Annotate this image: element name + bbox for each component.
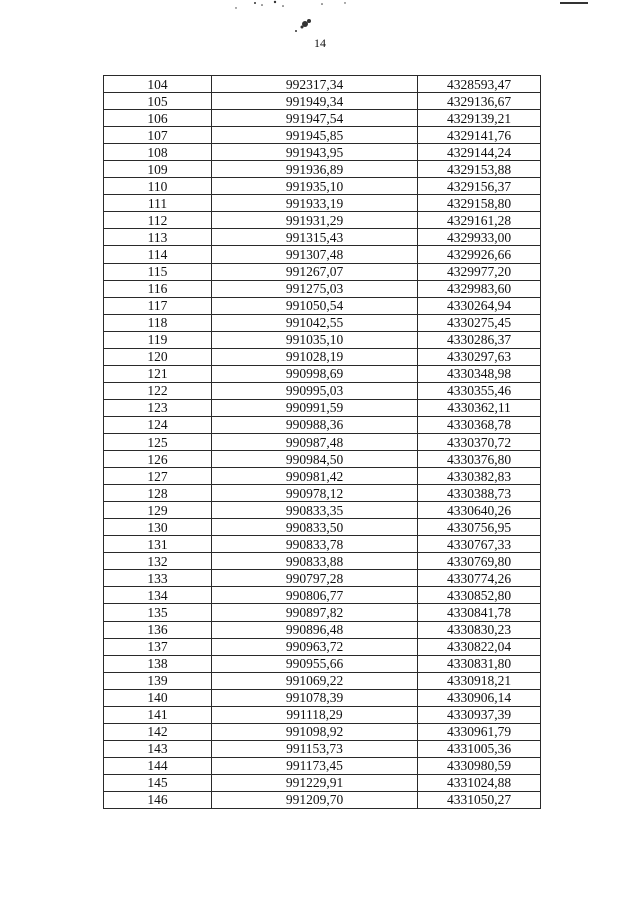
y-coordinate-cell: 4330852,80 [418,587,541,604]
table-row [104,365,541,382]
point-number-cell: 128 [104,485,212,502]
x-coordinate-cell: 991118,29 [212,706,418,723]
y-coordinate-cell: 4329161,28 [418,212,541,229]
point-number-cell: 114 [104,246,212,263]
point-number-cell: 144 [104,757,212,774]
y-coordinate-cell: 4330831,80 [418,655,541,672]
x-coordinate-cell: 990991,59 [212,399,418,416]
x-coordinate-cell: 991943,95 [212,144,418,161]
table-row [104,297,541,314]
y-coordinate-cell: 4330264,94 [418,297,541,314]
point-number-cell: 117 [104,297,212,314]
x-coordinate-cell: 991098,92 [212,723,418,740]
y-coordinate-cell: 4330348,98 [418,365,541,382]
x-coordinate-cell: 990897,82 [212,604,418,621]
x-coordinate-cell: 991931,29 [212,212,418,229]
y-coordinate-cell: 4329136,67 [418,93,541,110]
table-row [104,314,541,331]
y-coordinate-cell: 4330275,45 [418,314,541,331]
point-number-cell: 133 [104,570,212,587]
x-coordinate-cell: 990963,72 [212,638,418,655]
table-row [104,229,541,246]
table-row [104,621,541,638]
y-coordinate-cell: 4329983,60 [418,280,541,297]
y-coordinate-cell: 4331005,36 [418,740,541,757]
point-number-cell: 118 [104,314,212,331]
x-coordinate-cell: 990998,69 [212,365,418,382]
table-row [104,587,541,604]
table-row [104,178,541,195]
point-number-cell: 136 [104,621,212,638]
y-coordinate-cell: 4330774,26 [418,570,541,587]
x-coordinate-cell: 991069,22 [212,672,418,689]
y-coordinate-cell: 4330980,59 [418,757,541,774]
y-coordinate-cell: 4330822,04 [418,638,541,655]
table-row [104,774,541,791]
y-coordinate-cell: 4330756,95 [418,519,541,536]
table-row [104,451,541,468]
table-row [104,348,541,365]
table-row [104,570,541,587]
point-number-cell: 122 [104,382,212,399]
x-coordinate-cell: 990984,50 [212,451,418,468]
x-coordinate-cell: 991949,34 [212,93,418,110]
y-coordinate-cell: 4330297,63 [418,348,541,365]
table-row [104,246,541,263]
table-row [104,485,541,502]
x-coordinate-cell: 990833,78 [212,536,418,553]
x-coordinate-cell: 991945,85 [212,127,418,144]
point-number-cell: 110 [104,178,212,195]
table-row [104,706,541,723]
x-coordinate-cell: 991209,70 [212,791,418,808]
x-coordinate-cell: 991275,03 [212,280,418,297]
table-row [104,382,541,399]
point-number-cell: 134 [104,587,212,604]
table-row [104,757,541,774]
x-coordinate-cell: 991042,55 [212,314,418,331]
y-coordinate-cell: 4330767,33 [418,536,541,553]
point-number-cell: 129 [104,502,212,519]
point-number-cell: 111 [104,195,212,212]
y-coordinate-cell: 4330769,80 [418,553,541,570]
y-coordinate-cell: 4330918,21 [418,672,541,689]
y-coordinate-cell: 4330841,78 [418,604,541,621]
y-coordinate-cell: 4329933,00 [418,229,541,246]
point-number-cell: 107 [104,127,212,144]
point-number-cell: 130 [104,519,212,536]
x-coordinate-cell: 991050,54 [212,297,418,314]
x-coordinate-cell: 991307,48 [212,246,418,263]
point-number-cell: 124 [104,416,212,433]
coordinates-table [103,75,541,809]
y-coordinate-cell: 4330937,39 [418,706,541,723]
table-row [104,655,541,672]
table-row [104,689,541,706]
page-number: 14 [314,36,326,50]
x-coordinate-cell: 991935,10 [212,178,418,195]
y-coordinate-cell: 4329156,37 [418,178,541,195]
point-number-cell: 126 [104,451,212,468]
table-row [104,263,541,280]
table-row [104,519,541,536]
y-coordinate-cell: 4331024,88 [418,774,541,791]
y-coordinate-cell: 4329158,80 [418,195,541,212]
table-row [104,723,541,740]
table-row [104,144,541,161]
table-row [104,638,541,655]
point-number-cell: 109 [104,161,212,178]
y-coordinate-cell: 4329144,24 [418,144,541,161]
point-number-cell: 138 [104,655,212,672]
x-coordinate-cell: 990978,12 [212,485,418,502]
point-number-cell: 139 [104,672,212,689]
x-coordinate-cell: 990833,35 [212,502,418,519]
point-number-cell: 145 [104,774,212,791]
x-coordinate-cell: 990806,77 [212,587,418,604]
table-row [104,212,541,229]
table-row [104,740,541,757]
x-coordinate-cell: 990981,42 [212,468,418,485]
point-number-cell: 135 [104,604,212,621]
y-coordinate-cell: 4328593,47 [418,76,541,93]
y-coordinate-cell: 4330368,78 [418,416,541,433]
y-coordinate-cell: 4330640,26 [418,502,541,519]
point-number-cell: 119 [104,331,212,348]
x-coordinate-cell: 990987,48 [212,433,418,450]
table-row [104,536,541,553]
table-row [104,399,541,416]
point-number-cell: 125 [104,433,212,450]
y-coordinate-cell: 4330355,46 [418,382,541,399]
x-coordinate-cell: 991173,45 [212,757,418,774]
x-coordinate-cell: 991028,19 [212,348,418,365]
scan-noise [0,0,640,40]
table-row [104,604,541,621]
y-coordinate-cell: 4330370,72 [418,433,541,450]
point-number-cell: 131 [104,536,212,553]
x-coordinate-cell: 990955,66 [212,655,418,672]
x-coordinate-cell: 990797,28 [212,570,418,587]
y-coordinate-cell: 4330362,11 [418,399,541,416]
point-number-cell: 104 [104,76,212,93]
y-coordinate-cell: 4331050,27 [418,791,541,808]
y-coordinate-cell: 4330830,23 [418,621,541,638]
point-number-cell: 142 [104,723,212,740]
x-coordinate-cell: 990995,03 [212,382,418,399]
y-coordinate-cell: 4329926,66 [418,246,541,263]
table-row [104,468,541,485]
point-number-cell: 127 [104,468,212,485]
table-row [104,791,541,808]
y-coordinate-cell: 4330382,83 [418,468,541,485]
x-coordinate-cell: 991078,39 [212,689,418,706]
x-coordinate-cell: 991035,10 [212,331,418,348]
x-coordinate-cell: 990833,50 [212,519,418,536]
y-coordinate-cell: 4330906,14 [418,689,541,706]
point-number-cell: 108 [104,144,212,161]
table-row [104,127,541,144]
point-number-cell: 137 [104,638,212,655]
x-coordinate-cell: 991267,07 [212,263,418,280]
point-number-cell: 116 [104,280,212,297]
table-row [104,672,541,689]
y-coordinate-cell: 4329141,76 [418,127,541,144]
x-coordinate-cell: 991936,89 [212,161,418,178]
point-number-cell: 105 [104,93,212,110]
point-number-cell: 112 [104,212,212,229]
x-coordinate-cell: 991315,43 [212,229,418,246]
point-number-cell: 120 [104,348,212,365]
point-number-cell: 143 [104,740,212,757]
x-coordinate-cell: 992317,34 [212,76,418,93]
point-number-cell: 141 [104,706,212,723]
point-number-cell: 146 [104,791,212,808]
table-row [104,502,541,519]
table-row [104,331,541,348]
table-row [104,553,541,570]
y-coordinate-cell: 4330286,37 [418,331,541,348]
table-row [104,93,541,110]
point-number-cell: 106 [104,110,212,127]
y-coordinate-cell: 4330376,80 [418,451,541,468]
x-coordinate-cell: 990988,36 [212,416,418,433]
y-coordinate-cell: 4329139,21 [418,110,541,127]
x-coordinate-cell: 991933,19 [212,195,418,212]
x-coordinate-cell: 991153,73 [212,740,418,757]
point-number-cell: 113 [104,229,212,246]
x-coordinate-cell: 991229,91 [212,774,418,791]
point-number-cell: 140 [104,689,212,706]
table-row [104,433,541,450]
table-row [104,280,541,297]
y-coordinate-cell: 4330961,79 [418,723,541,740]
x-coordinate-cell: 990896,48 [212,621,418,638]
point-number-cell: 121 [104,365,212,382]
point-number-cell: 132 [104,553,212,570]
x-coordinate-cell: 991947,54 [212,110,418,127]
y-coordinate-cell: 4329977,20 [418,263,541,280]
point-number-cell: 115 [104,263,212,280]
table-row [104,161,541,178]
point-number-cell: 123 [104,399,212,416]
table-row [104,110,541,127]
coordinates-table-body [104,76,541,809]
y-coordinate-cell: 4329153,88 [418,161,541,178]
table-row [104,195,541,212]
table-row [104,416,541,433]
y-coordinate-cell: 4330388,73 [418,485,541,502]
x-coordinate-cell: 990833,88 [212,553,418,570]
table-row [104,76,541,93]
